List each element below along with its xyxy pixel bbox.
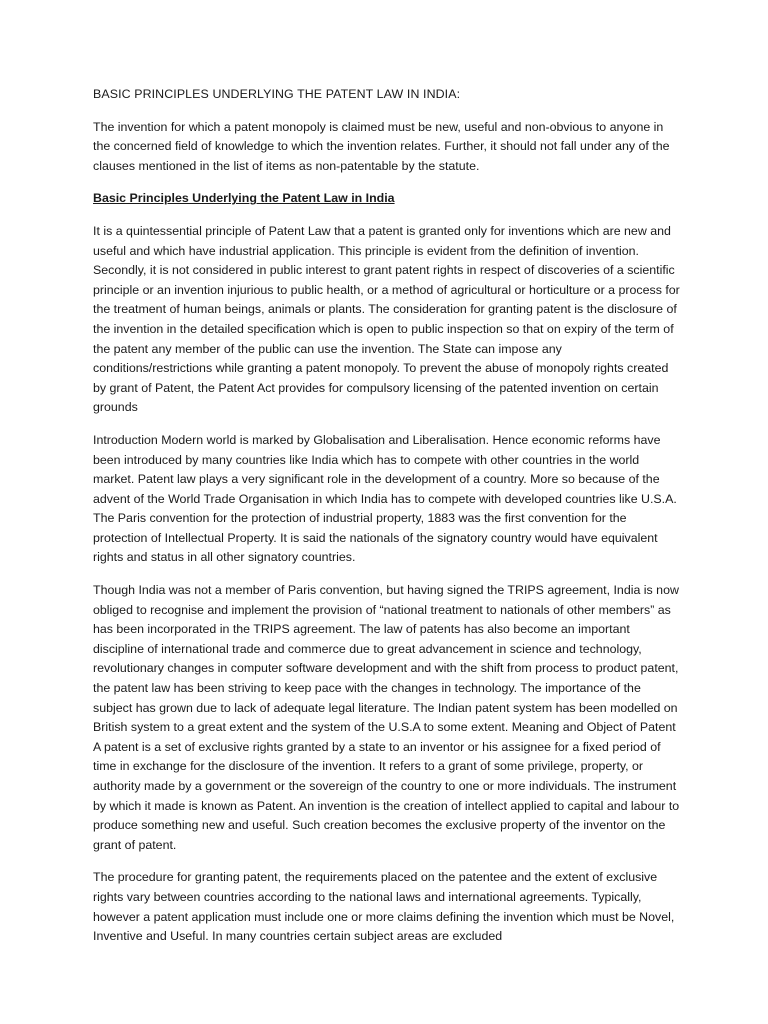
document-body [93,85,683,960]
intro-paragraph: The invention for which a patent monopoly is claimed must be new, useful and non-obvious to anyone in the concerned field of knowledge to which the invention relates. Further, it should not fall under any of the clauses mentioned in the list of items as non-patentable by the statute. [93,119,670,173]
body-paragraph-introduction: Introduction Modern world is marked by Globalisation and Liberalisation. Hence economic reforms have been introduced by many countries like India which has to compete with other countries in the world market. Patent law plays a very significant role in the development of a country. More so because of the advent of the World Trade Organisation in which India has to compete with developed countries like U.S.A. The Paris convention for the protection of industrial property, 1883 was the first convention for the protection of Intellectual Property. It is said the nationals of the signatory country would have equivalent rights and status in all other signatory countries. [93,432,677,565]
body-paragraph-trips: Though India was not a member of Paris convention, but having signed the TRIPS agreement, India is now obliged to recognise and implement the provision of “national treatment to nationals of other members” as has been incorporated in the TRIPS agreement. The law of patents has also become an important discipline of international trade and commerce due to great advancement in science and technology, revolutionary changes in computer software development and with the shift from process to product patent, the patent law has been striving to keep pace with the changes in technology. The importance of the subject has grown due to lack of adequate legal literature. The Indian patent system has been modelled on British system to a great extent and the system of the U.S.A to some extent. Meaning and Object of Patent A patent is a set of exclusive rights granted by a state to an inventor or his assignee for a fixed period of time in exchange for the disclosure of the invention. It refers to a grant of some privilege, property, or authority made by a government or the sovereign of the country to one or more individuals. The instrument by which it made is known as Patent. An invention is the creation of intellect applied to capital and labour to produce something new and useful. Such creation becomes the exclusive property of the inventor on the grant of patent. [93,583,680,852]
section-subheading: Basic Principles Underlying the Patent Law in India [93,191,395,206]
body-paragraph-procedure: The procedure for granting patent, the requirements placed on the patentee and the extent of exclusive rights vary between countries according to the national laws and international agreements. Typically, however a patent application must include one or more claims defining the invention which must be Novel, Inventive and Useful. In many countries certain subject areas are excluded [93,870,675,944]
document-title: BASIC PRINCIPLES UNDERLYING THE PATENT LAW IN INDIA: [93,87,461,101]
body-paragraph-principles: It is a quintessential principle of Patent Law that a patent is granted only for inventions which are new and useful and which have industrial application. This principle is evident from the definition of invention. Secondly, it is not considered in public interest to grant patent rights in respect of discoveries of a scientific principle or an invention injurious to public health, or a method of agricultural or horticulture or a process for the treatment of human beings, animals or plants. The consideration for granting patent is the disclosure of the invention in the detailed specification which is open to public inspection so that on expiry of the term of the patent any member of the public can use the invention. The State can impose any conditions/restrictions while granting a patent monopoly. To prevent the abuse of monopoly rights created by grant of Patent, the Patent Act provides for compulsory licensing of the patented invention on certain grounds [93,223,680,415]
